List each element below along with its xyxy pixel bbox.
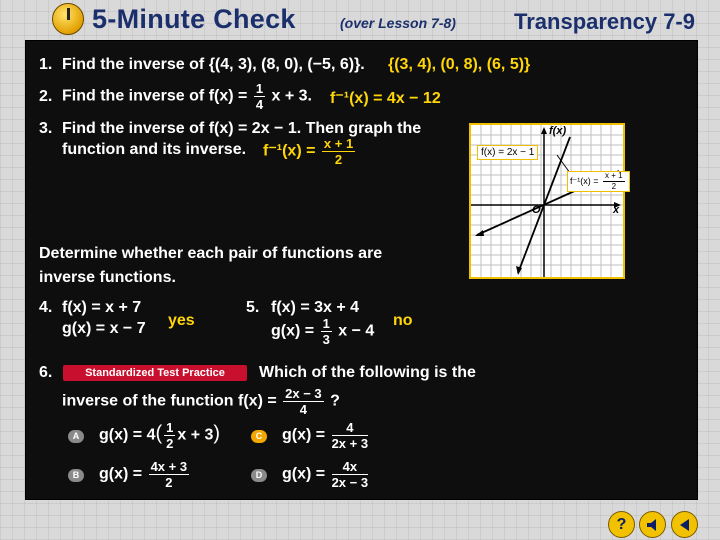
q4-answer: yes (168, 312, 195, 329)
choice-a-marker[interactable]: A (68, 430, 84, 443)
q3-answer-fraction: $\frac{x + 1}{2}$ (323, 136, 354, 167)
q2-fraction: $\frac{1}{4}$ (255, 81, 264, 112)
q3-line1: Find the inverse of f(x) = 2x − 1. Then graph the (62, 120, 422, 137)
section-line2: inverse functions. (39, 269, 176, 286)
transparency-label: Transparency 7-9 (514, 9, 695, 34)
graph-origin: O (532, 204, 541, 216)
back-arrow-icon (677, 517, 693, 533)
q3-answer (263, 137, 357, 166)
q2-number: 2. (39, 88, 53, 105)
back-button[interactable] (671, 511, 698, 538)
lesson-subtitle: (over Lesson 7-8) (340, 15, 456, 31)
choice-c[interactable]: g(x) = $\frac{4}{2x + 3}$ (282, 420, 369, 451)
choice-d-marker[interactable]: D (251, 469, 267, 482)
q4-f: f(x) = x + 7 (62, 299, 142, 316)
q5-g: g(x) = $\frac{1}{3}$ x − 4 (271, 316, 375, 347)
graph-label-f: f(x) = 2x − 1 (477, 145, 538, 160)
section-line1: Determine whether each pair of functions are (39, 245, 383, 262)
q3-number: 3. (39, 120, 53, 137)
q5-f: f(x) = 3x + 4 (271, 299, 360, 316)
stopwatch-icon (52, 3, 84, 35)
q6-number: 6. (39, 364, 53, 381)
q1-number: 1. (39, 56, 53, 73)
content-panel (25, 40, 698, 500)
q4-g: g(x) = x − 7 (62, 320, 146, 337)
graph-xlabel: x (613, 204, 620, 216)
question-icon: ? (616, 515, 627, 533)
q1-answer: {(3, 4), (0, 8), (6, 5)} (388, 56, 531, 73)
q3-answer-prefix: f⁻¹(x) = (263, 142, 316, 160)
graph-ylabel: f(x) (549, 125, 567, 137)
q1-question: Find the inverse of {(4, 3), (8, 0), (−5, 6)}. (62, 56, 365, 73)
q2-prefix: Find the inverse of f(x) = (62, 87, 248, 105)
choice-c-marker[interactable]: C (251, 430, 267, 443)
sound-button[interactable] (639, 511, 666, 538)
q6-stem-line1: Which of the following is the (259, 364, 476, 381)
q5-answer: no (393, 312, 413, 329)
q6-stem-line2: inverse of the function f(x) = $\frac{2x - 3}{4}$ ? (62, 386, 340, 417)
standardized-test-badge: Standardized Test Practice (63, 365, 247, 381)
function-graph (469, 123, 625, 279)
q2-question (62, 82, 312, 111)
speaker-icon (645, 517, 661, 533)
choice-b-marker[interactable]: B (68, 469, 84, 482)
help-button[interactable] (608, 511, 635, 538)
q3-line2: function and its inverse. (62, 141, 247, 158)
choice-b[interactable]: g(x) = $\frac{4x + 3}{2}$ (99, 459, 188, 490)
graph-label-f-inverse: f⁻¹(x) = $\frac{x + 1}{2}$ (567, 171, 630, 192)
q2-suffix: x + 3. (271, 87, 312, 105)
choice-d[interactable]: g(x) = $\frac{4x}{2x - 3}$ (282, 459, 369, 490)
page-title: 5-Minute Check (92, 4, 296, 34)
q2-answer: f⁻¹(x) = 4x − 12 (330, 90, 441, 107)
q4-number: 4. (39, 299, 53, 316)
q5-number: 5. (246, 299, 260, 316)
header (0, 0, 720, 40)
choice-a[interactable]: g(x) = 4( $\frac{1}{2}$ x + 3) (99, 420, 221, 451)
